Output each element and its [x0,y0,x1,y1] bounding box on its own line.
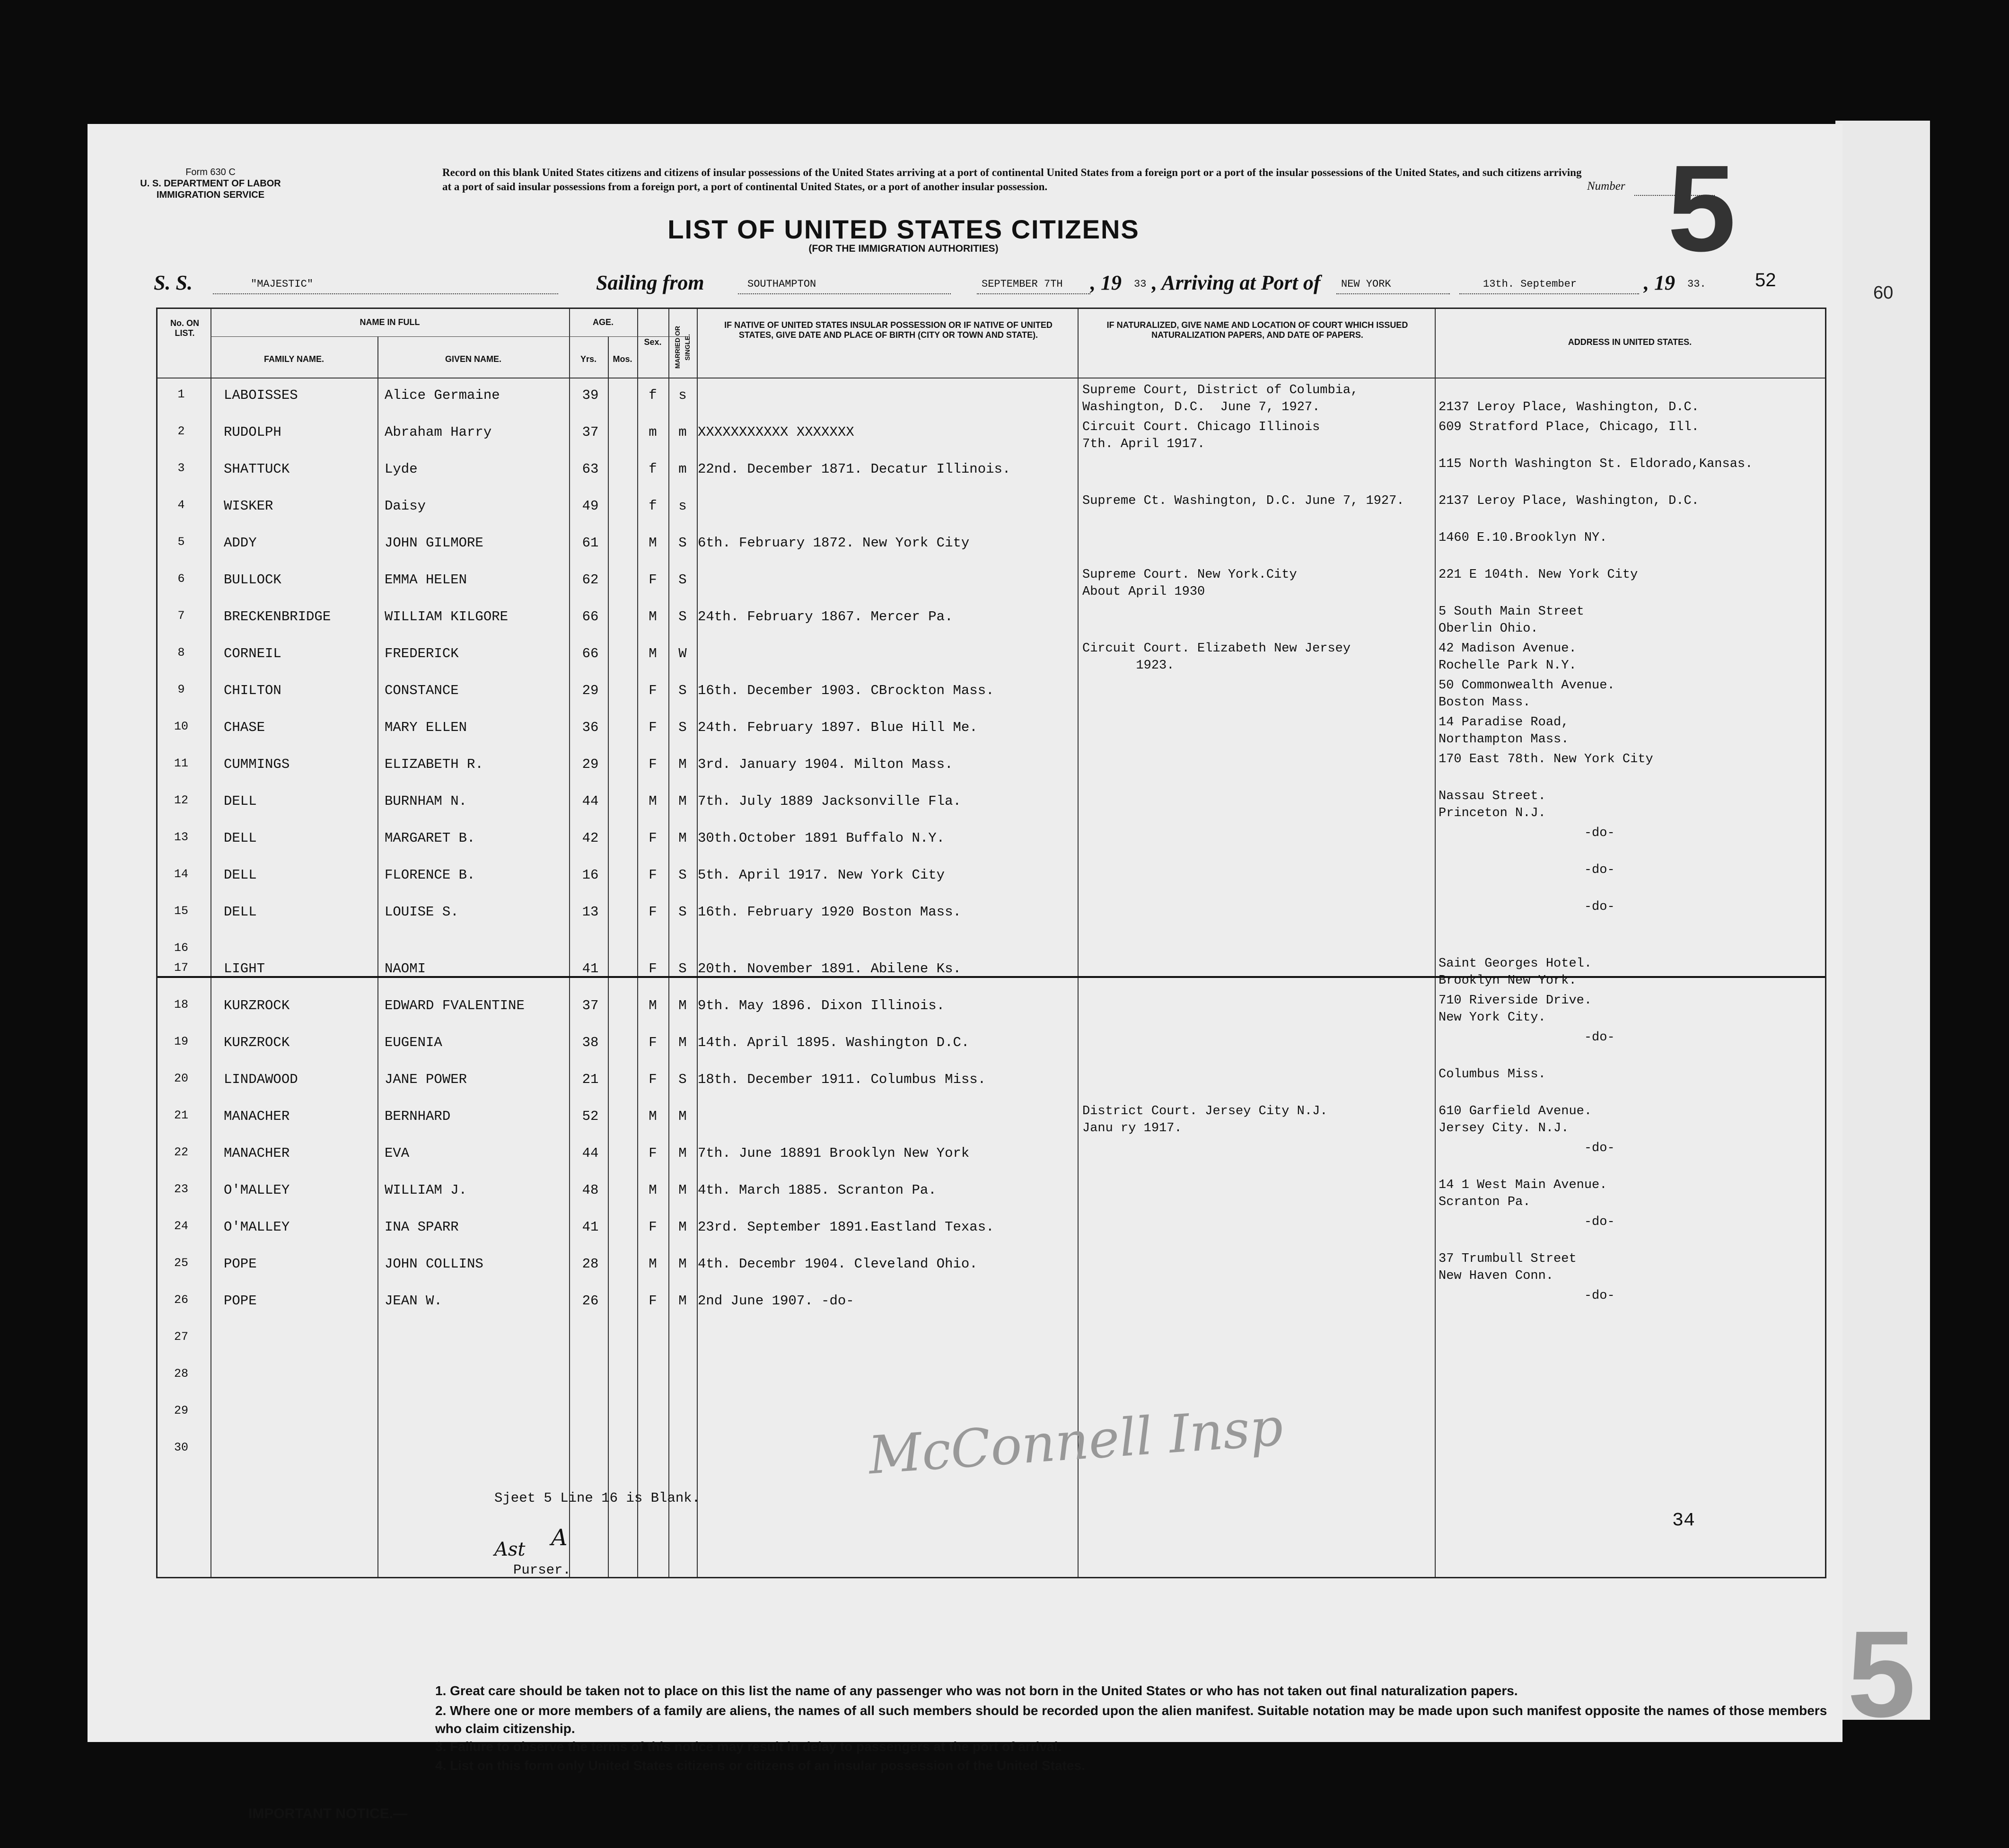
birthplace-cell: XXXXXXXXXXX XXXXXXX [698,424,854,440]
marital-status-cell: S [678,961,687,977]
given-name-cell: INA SPARR [385,1219,459,1235]
sex-cell: F [649,830,657,846]
age-years-cell: 29 [582,757,599,772]
age-years-cell: 41 [582,961,599,977]
marital-status-cell: M [678,1219,687,1235]
age-years-cell: 28 [582,1256,599,1272]
age-years-cell: 44 [582,1145,599,1161]
sex-cell: F [649,1219,657,1235]
arriving-label: , Arriving at Port of [1152,271,1321,294]
marital-status-cell: M [678,830,687,846]
sheet-number: 5 [1667,140,1736,277]
birthplace-cell: 3rd. January 1904. Milton Mass. [698,757,953,772]
row-number-cell: 30 [174,1441,188,1454]
table-row [158,859,1825,896]
family-name-cell: ADDY [224,535,257,551]
form-number: Form 630 C [185,167,236,177]
sex-cell: f [649,461,657,477]
manifest-page [88,124,1842,1822]
table-row [158,1285,1825,1321]
age-years-cell: 52 [582,1109,599,1124]
row-number-cell: 13 [174,830,188,844]
marital-status-cell: S [678,535,687,551]
marital-status-cell: M [678,1293,687,1309]
age-years-cell: 42 [582,830,599,846]
family-name-cell: KURZROCK [224,1035,290,1050]
year-prefix-to: , 19 [1644,271,1675,294]
given-name-cell: JOHN COLLINS [385,1256,483,1272]
table-row [158,490,1825,527]
birthplace-cell: 7th. June 18891 Brooklyn New York [698,1145,970,1161]
row-number-cell: 8 [177,646,185,660]
table-row [158,822,1825,859]
given-name-cell: EMMA HELEN [385,572,467,588]
sex-cell: F [649,757,657,772]
col-name-in-full: NAME IN FULL [360,317,420,327]
col-naturalized: IF NATURALIZED, GIVE NAME AND LOCATION OF COURT WHICH ISSUED NATURALIZATION PAPERS, AND DATE OF PAPERS. [1106,320,1408,340]
page-number: 52 [1755,270,1776,290]
us-address-cell: Saint Georges Hotel. Brooklyn New York. [1439,957,1592,988]
row-number-cell: 3 [177,461,185,475]
row-number-cell: 11 [174,757,188,770]
us-address-cell: 5 South Main Street Oberlin Ohio. [1439,605,1584,636]
age-years-cell: 37 [582,424,599,440]
given-name-cell: BERNHARD [385,1109,451,1124]
row-number-cell: 1 [177,387,185,401]
sex-cell: F [649,572,657,588]
page-title: LIST OF UNITED STATES CITIZENS [667,214,1140,244]
number-label: Number [1587,180,1625,193]
table-row [158,637,1825,674]
notice-heading: IMPORTANT NOTICE.— [248,1806,408,1822]
given-name-cell: Abraham Harry [385,424,492,440]
table-row [158,1026,1825,1063]
given-name-cell: Lyde [385,461,418,477]
col-family-name: FAMILY NAME. [263,354,325,364]
age-years-cell: 29 [582,683,599,698]
row-number-cell: 24 [174,1219,188,1233]
us-address-cell: 115 North Washington St. Eldorado,Kansas. [1439,457,1753,471]
given-name-cell: Alice Germaine [385,387,500,403]
table-row [158,416,1825,453]
us-address-cell: 50 Commonwealth Avenue. Boston Mass. [1439,678,1615,710]
naturalization-cell: District Court. Jersey City N.J. Janu ry 1917. [1082,1104,1328,1135]
given-name-cell: EDWARD FVALENTINE [385,998,525,1013]
family-name-cell: LINDAWOOD [224,1072,298,1087]
birthplace-cell: 4th. Decembr 1904. Cleveland Ohio. [698,1256,978,1272]
us-address-cell: -do- [1439,863,1615,877]
sex-cell: f [649,498,657,514]
row-number-cell: 9 [177,683,185,696]
family-name-cell: WISKER [224,498,273,514]
sex-cell: F [649,720,657,735]
form-id-block [140,167,281,201]
family-name-cell: MANACHER [224,1109,290,1124]
age-years-cell: 38 [582,1035,599,1050]
sex-cell: F [649,683,657,698]
row-number-cell: 4 [177,498,185,512]
table-row [158,453,1825,490]
birthplace-cell: 14th. April 1895. Washington D.C. [698,1035,970,1050]
row-number-cell: 18 [174,998,188,1012]
table-row [158,1321,1825,1358]
row-number-cell: 22 [174,1145,188,1159]
row-number-cell: 25 [174,1256,188,1270]
age-years-cell: 66 [582,646,599,661]
row-number-cell: 14 [174,867,188,881]
age-years-cell: 39 [582,387,599,403]
table-row [158,674,1825,711]
sex-cell: m [649,424,657,440]
naturalization-cell: Supreme Court, District of Columbia, Washington, D.C. June 7, 1927. [1082,383,1359,414]
adjacent-page-strip [1835,121,1930,1720]
family-name-cell: SHATTUCK [224,461,290,477]
row-number-cell: 6 [177,572,185,586]
family-name-cell: DELL [224,793,257,809]
given-name-cell: EVA [385,1145,410,1161]
col-yrs: Yrs. [580,354,597,364]
family-name-cell: DELL [224,867,257,883]
purser-label: Purser. [513,1562,571,1578]
given-name-cell: BURNHAM N. [385,793,467,809]
us-address-cell: 2137 Leroy Place, Washington, D.C. [1439,494,1699,508]
sex-cell: M [649,646,657,661]
sex-cell: M [649,998,657,1013]
sex-cell: M [649,1256,657,1272]
us-address-cell: 710 Riverside Drive. New York City. [1439,994,1592,1025]
family-name-cell: BRECKENBRIDGE [224,609,331,625]
us-address-cell: -do- [1439,1215,1615,1229]
marital-status-cell: M [678,1145,687,1161]
marital-status-cell: S [678,609,687,625]
us-address-cell: 37 Trumbull Street New Haven Conn. [1439,1252,1577,1283]
col-mos: Mos. [613,354,632,364]
marital-status-cell: S [678,904,687,920]
table-row [158,1137,1825,1174]
birthplace-cell: 9th. May 1896. Dixon Illinois. [698,998,945,1013]
marital-status-cell: M [678,1109,687,1124]
col-sex: Sex. [644,337,662,347]
family-name-cell: O'MALLEY [224,1219,290,1235]
given-name-cell: FREDERICK [385,646,459,661]
given-name-cell: ELIZABETH R. [385,757,483,772]
marital-status-cell: S [678,720,687,735]
marital-status-cell: m [678,461,687,477]
age-years-cell: 63 [582,461,599,477]
row-number-cell: 23 [174,1182,188,1196]
given-name-cell: JANE POWER [385,1072,467,1087]
family-name-cell: O'MALLEY [224,1182,290,1198]
birthplace-cell: 4th. March 1885. Scranton Pa. [698,1182,937,1198]
sex-cell: M [649,1182,657,1198]
record-instructions: Record on this blank United States citizens and citizens of insular possessions of the United States arriving at a port of continental United States from a foreign port or a port of the insular possessions of the United States, and such citizens arriving at a port of said insular possessions from a foreign port, a port of continental United States, or a port of another insular possession. [442,167,1582,193]
notice-item-4: 4. List on this form only United States citizens or citizens of an insular possession of the United States. [435,1758,1085,1773]
table-row [158,527,1825,563]
sex-cell: F [649,1072,657,1087]
birthplace-cell: 18th. December 1911. Columbus Miss. [698,1072,986,1087]
row-number-cell: 27 [174,1330,188,1344]
notice-item-1: 1. Great care should be taken not to place on this list the name of any passenger who was not born in the United States or who has not taken out final naturalization papers. [435,1683,1518,1698]
department: U. S. DEPARTMENT OF LABOR [140,178,281,189]
table-row [158,748,1825,785]
given-name-cell: JEAN W. [385,1293,442,1309]
purser-prefix: Ast [494,1539,526,1560]
family-name-cell: POPE [224,1256,257,1272]
col-no: No. ON LIST. [170,318,199,338]
row-number-cell: 20 [174,1072,188,1085]
family-name-cell: MANACHER [224,1145,290,1161]
us-address-cell: -do- [1439,1141,1615,1155]
purser-signature: A [551,1524,568,1551]
row-number-cell: 16 [174,941,188,955]
service: IMMIGRATION SERVICE [156,190,265,200]
ship-name: "MAJESTIC" [251,278,314,290]
col-given-name: GIVEN NAME. [445,354,501,364]
sex-cell: f [649,387,657,403]
birthplace-cell: 24th. February 1897. Blue Hill Me. [698,720,978,735]
sex-cell: F [649,1145,657,1161]
age-years-cell: 37 [582,998,599,1013]
row-number-cell: 21 [174,1109,188,1122]
inspector-signature: McConnell Insp [866,1396,1285,1486]
row-number-cell: 17 [174,961,188,975]
family-name-cell: DELL [224,830,257,846]
row-number-cell: 10 [174,720,188,733]
us-address-cell: 42 Madison Avenue. Rochelle Park N.Y. [1439,642,1577,673]
given-name-cell: WILLIAM KILGORE [385,609,509,625]
given-name-cell: NAOMI [385,961,426,977]
notice-item-3: 3. Failure to observe the terms of this notice may result in delay to passengers at the port of arrival. [435,1739,1062,1754]
row-number-cell: 19 [174,1035,188,1048]
margin-number-60: 60 [1873,283,1894,303]
family-name-cell: DELL [224,904,257,920]
table-row [158,785,1825,822]
table-row [158,1174,1825,1211]
table-row [158,1248,1825,1285]
age-years-cell: 62 [582,572,599,588]
given-name-cell: MARGARET B. [385,830,475,846]
marital-status-cell: M [678,1035,687,1050]
birthplace-cell: 30th.October 1891 Buffalo N.Y. [698,830,945,846]
family-name-cell: LIGHT [224,961,265,977]
birthplace-cell: 6th. February 1872. New York City [698,535,970,551]
age-years-cell: 66 [582,609,599,625]
naturalization-cell: Circuit Court. Elizabeth New Jersey 1923. [1082,642,1351,673]
row-number-cell: 2 [177,424,185,438]
given-name-cell: JOHN GILMORE [385,535,483,551]
margin-5-bottom: 5 [1847,1606,1916,1743]
us-address-cell: Columbus Miss. [1439,1067,1546,1082]
age-years-cell: 44 [582,793,599,809]
port-from: SOUTHAMPTON [747,278,816,290]
given-name-cell: LOUISE S. [385,904,459,920]
notice-item-2: 2. Where one or more members of a family are aliens, the names of all such members should be recorded upon the alien manifest. Suitable notation may be made upon such manifest opposite the names of those members who claim citizenship. [435,1703,1827,1736]
row-number-cell: 29 [174,1404,188,1417]
us-address-cell: -do- [1439,900,1615,914]
family-name-cell: BULLOCK [224,572,281,588]
us-address-cell: 221 E 104th. New York City [1439,568,1638,582]
family-name-cell: POPE [224,1293,257,1309]
page-subtitle: (FOR THE IMMIGRATION AUTHORITIES) [808,243,999,254]
naturalization-cell: Supreme Ct. Washington, D.C. June 7, 1927. [1082,494,1404,508]
col-address: ADDRESS IN UNITED STATES. [1568,337,1692,347]
birthplace-cell: 7th. July 1889 Jacksonville Fla. [698,793,961,809]
date-from: SEPTEMBER 7TH [982,278,1063,290]
sex-cell: M [649,793,657,809]
age-years-cell: 61 [582,535,599,551]
row-number-cell: 5 [177,535,185,549]
table-row [158,952,1825,989]
family-name-cell: CUMMINGS [224,757,290,772]
sex-cell: F [649,961,657,977]
birthplace-cell: 5th. April 1917. New York City [698,867,945,883]
us-address-cell: -do- [1439,1289,1615,1303]
family-name-cell: CHASE [224,720,265,735]
row-number-cell: 15 [174,904,188,918]
port-to: NEW YORK [1341,278,1391,290]
col-age: AGE. [592,317,614,327]
given-name-cell: FLORENCE B. [385,867,475,883]
us-address-cell: Nassau Street. Princeton N.J. [1439,789,1546,820]
table-row [158,379,1825,416]
table-row [158,896,1825,933]
given-name-cell: WILLIAM J. [385,1182,467,1198]
marital-status-cell: S [678,572,687,588]
table-row [158,563,1825,600]
age-years-cell: 41 [582,1219,599,1235]
given-name-cell: EUGENIA [385,1035,442,1050]
birthplace-cell: 2nd June 1907. -do- [698,1293,854,1309]
naturalization-cell: Supreme Court. New York.City About April 1930 [1082,568,1297,599]
ss-label: S. S. [154,271,193,294]
table-row [158,1063,1825,1100]
age-years-cell: 36 [582,720,599,735]
passenger-table [156,308,1826,1578]
marital-status-cell: M [678,757,687,772]
family-name-cell: CHILTON [224,683,281,698]
given-name-cell: CONSTANCE [385,683,459,698]
marital-status-cell: M [678,1256,687,1272]
marital-status-cell: S [678,1072,687,1087]
date-to: 13th. September [1483,278,1577,290]
us-address-cell: -do- [1439,1030,1615,1045]
marital-status-cell: M [678,793,687,809]
table-row [158,989,1825,1026]
given-name-cell: Daisy [385,498,426,514]
birthplace-cell: 24th. February 1867. Mercer Pa. [698,609,953,625]
marital-status-cell: M [678,1182,687,1198]
family-name-cell: LABOISSES [224,387,298,403]
table-row [158,1100,1825,1137]
sex-cell: M [649,609,657,625]
row-number-cell: 12 [174,793,188,807]
marital-status-cell: m [678,424,687,440]
family-name-cell: RUDOLPH [224,424,281,440]
us-address-cell: 1460 E.10.Brooklyn NY. [1439,531,1607,545]
birthplace-cell: 20th. November 1891. Abilene Ks. [698,961,961,977]
table-row [158,1358,1825,1395]
row-number-cell: 7 [177,609,185,623]
table-row [158,600,1825,637]
age-years-cell: 16 [582,867,599,883]
sailing-from-label: Sailing from [596,271,704,294]
age-years-cell: 48 [582,1182,599,1198]
age-years-cell: 21 [582,1072,599,1087]
age-years-cell: 26 [582,1293,599,1309]
sex-cell: F [649,1035,657,1050]
given-name-cell: MARY ELLEN [385,720,467,735]
age-years-cell: 13 [582,904,599,920]
marital-status-cell: S [678,683,687,698]
blank-line-note: Sjeet 5 Line 16 is Blank. [494,1490,701,1506]
us-address-cell: 14 1 West Main Avenue. Scranton Pa. [1439,1178,1607,1209]
us-address-cell: 170 East 78th. New York City [1439,752,1653,766]
birthplace-cell: 23rd. September 1891.Eastland Texas. [698,1219,994,1235]
birthplace-cell: 16th. February 1920 Boston Mass. [698,904,961,920]
sex-cell: F [649,904,657,920]
naturalization-cell: Circuit Court. Chicago Illinois 7th. April 1917. [1082,420,1320,451]
us-address-cell: 609 Stratford Place, Chicago, Ill. [1439,420,1699,434]
marital-status-cell: s [678,387,687,403]
col-birth: IF NATIVE OF UNITED STATES INSULAR POSSESSION OR IF NATIVE OF UNITED STATES, GIVE DATE AND PLACE OF BIRTH (CITY OR TOWN AND STATE). [724,320,1053,340]
age-years-cell: 49 [582,498,599,514]
marital-status-cell: S [678,867,687,883]
page-count: 34 [1672,1510,1695,1531]
sex-cell: M [649,1109,657,1124]
year-to: 33. [1687,278,1706,290]
sex-cell: F [649,1293,657,1309]
row-number-cell: 28 [174,1367,188,1381]
marital-status-cell: s [678,498,687,514]
table-row [158,1211,1825,1248]
family-name-cell: KURZROCK [224,998,290,1013]
sex-cell: F [649,867,657,883]
sex-cell: M [649,535,657,551]
table-row [158,711,1825,748]
us-address-cell: -do- [1439,826,1615,840]
us-address-cell: 2137 Leroy Place, Washington, D.C. [1439,400,1699,414]
col-married: MARRIED OR SINGLE. [674,326,691,369]
birthplace-cell: 22nd. December 1871. Decatur Illinois. [698,461,1011,477]
family-name-cell: CORNEIL [224,646,281,661]
row-number-cell: 26 [174,1293,188,1307]
birthplace-cell: 16th. December 1903. CBrockton Mass. [698,683,994,698]
year-prefix-from: , 19 [1090,271,1122,294]
us-address-cell: 14 Paradise Road, Northampton Mass. [1439,715,1569,747]
marital-status-cell: W [678,646,687,661]
year-from: 33 [1134,278,1147,290]
marital-status-cell: M [678,998,687,1013]
us-address-cell: 610 Garfield Avenue. Jersey City. N.J. [1439,1104,1592,1135]
